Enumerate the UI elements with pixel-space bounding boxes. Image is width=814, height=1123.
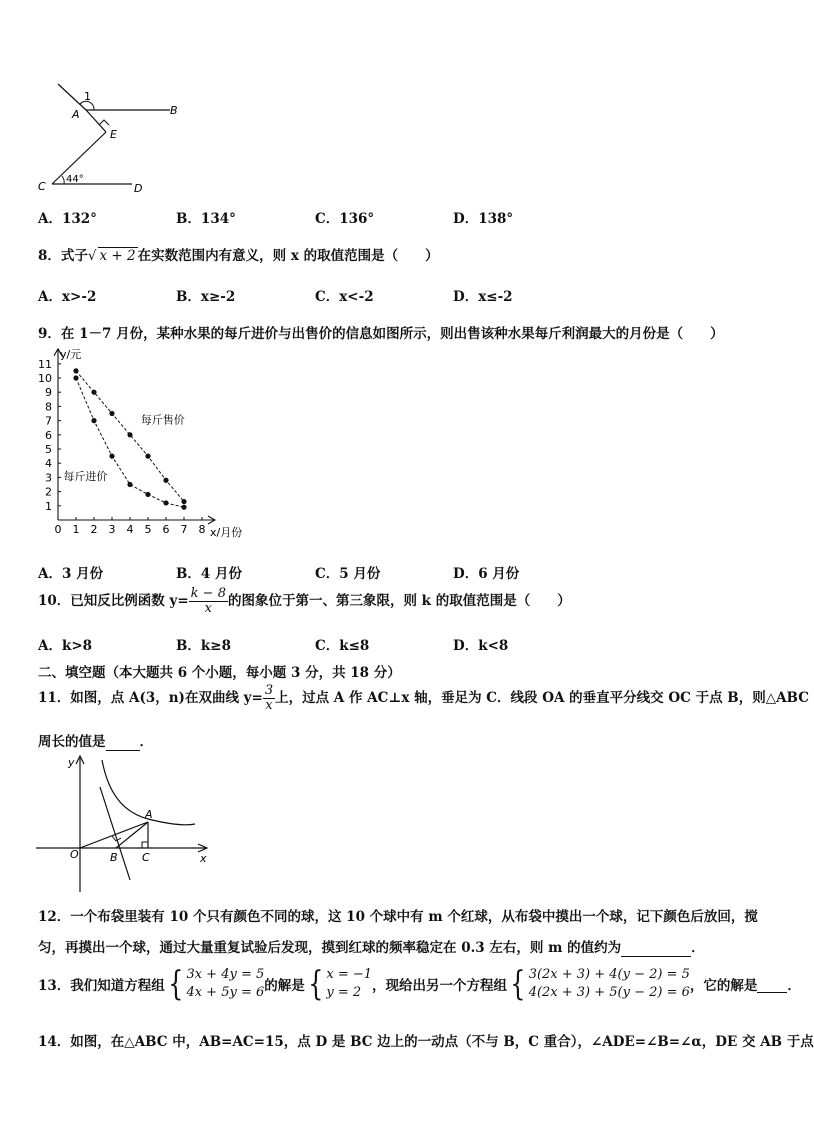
data-point xyxy=(127,432,132,437)
y-tick-label: 2 xyxy=(45,485,52,499)
data-point xyxy=(145,454,150,459)
q7-option-d[interactable]: D．138° xyxy=(453,211,514,227)
data-point xyxy=(127,482,132,487)
label-A: A xyxy=(145,808,153,821)
q11-answer-blank[interactable] xyxy=(106,734,140,751)
y-tick-label: 3 xyxy=(45,471,52,485)
x-tick-label: 1 xyxy=(72,523,80,536)
label-C: C xyxy=(38,180,46,193)
y-axis-label: y/元 xyxy=(60,347,82,361)
q10-option-d[interactable]: D．k<8 xyxy=(453,638,509,654)
label-B: B xyxy=(170,104,178,117)
q14-stem: 14．如图，在△ABC 中，AB=AC=15，点 D 是 BC 边上的一动点（不与 B，C 重合），∠ADE=∠B=∠α，DE 交 AB 于点 xyxy=(38,1034,814,1050)
x-tick-label: 4 xyxy=(126,523,134,536)
price-chart xyxy=(30,348,250,553)
x-tick-label: 2 xyxy=(90,523,98,536)
x-tick-label: 7 xyxy=(180,523,188,536)
q10-stem: 10．已知反比例函数 y= $\frac{k - 8}{x}$ 的图象位于第一、第三象限，则 k 的取值范围是（ ） xyxy=(38,586,571,616)
y-tick-label: 4 xyxy=(45,457,52,471)
label-x: x xyxy=(200,852,207,865)
q8-radicand: x + 2 xyxy=(99,248,136,264)
q12-line2: 匀，再摸出一个球，通过大量重复试验后发现，摸到红球的频率稳定在 0.3 左右，则 m 的值约为 ． xyxy=(38,940,705,956)
series-label-2: 每斤进价 xyxy=(63,470,108,484)
y-tick-label: 11 xyxy=(38,357,52,371)
data-point xyxy=(109,454,114,459)
q13-system-2: 3(2x + 3) + 4(y − 2) = 5 4(2x + 3) + 5(y − 2) = 6 xyxy=(528,967,690,1000)
q7-option-b[interactable]: B．134° xyxy=(176,211,236,227)
q8-option-b[interactable]: B．x≥-2 xyxy=(176,289,236,305)
data-point xyxy=(181,499,186,504)
x-tick-label: 6 xyxy=(162,523,170,536)
section-heading: 二、填空题（本大题共 6 个小题，每小题 3 分，共 18 分） xyxy=(38,665,401,681)
q10-option-c[interactable]: C．k≤8 xyxy=(315,638,370,654)
q10-option-a[interactable]: A．k>8 xyxy=(38,638,93,654)
q10-option-b[interactable]: B．k≥8 xyxy=(176,638,231,654)
q13-stem: 13．我们知道方程组{ 3x + 4y = 5 4x + 5y = 6 的解是{ x = −1 y = 2 ，现给出另一个方程组{ 3(2x + 3) + 4(y − 2) = 5 4(2x + 3) + 5(y − 2) = 6 ，它的解是 ． xyxy=(38,964,801,1004)
y-tick-label: 10 xyxy=(38,372,52,385)
hyperbola-figure xyxy=(30,752,220,894)
y-tick-label: 8 xyxy=(45,400,52,414)
q9-option-d[interactable]: D．6 月份 xyxy=(453,566,520,582)
q8-option-c[interactable]: C．x<-2 xyxy=(315,289,374,305)
q13-answer-blank[interactable] xyxy=(757,976,787,993)
q9-option-a[interactable]: A．3 月份 xyxy=(38,566,104,582)
label-E: E xyxy=(110,128,117,141)
series-label-1: 每斤售价 xyxy=(140,413,185,427)
data-point xyxy=(145,492,150,497)
q8-option-a[interactable]: A．x>-2 xyxy=(38,289,97,305)
q9-stem: 9．在 1－7 月份，某种水果的每斤进价与出售价的信息如图所示，则出售该种水果每斤利润最大的月份是（ ） xyxy=(38,326,724,342)
x-axis-label: x/月份 xyxy=(210,526,243,539)
angle-figure xyxy=(30,80,200,200)
y-tick-label: 1 xyxy=(45,499,52,513)
x-tick-label: 8 xyxy=(198,523,206,536)
data-point xyxy=(73,368,78,373)
q7-option-a[interactable]: A．132° xyxy=(38,211,97,227)
q11-stem: 11．如图，点 A(3，n)在双曲线 y= $\frac{3}{x}$ 上，过点 A 作 AC⊥x 轴，垂足为 C．线段 OA 的垂直平分线交 OC 于点 B，则△ABC xyxy=(38,683,809,713)
label-angle: 44° xyxy=(66,174,84,185)
data-point xyxy=(181,505,186,510)
y-tick-label: 6 xyxy=(45,428,52,442)
label-y: y xyxy=(68,756,75,769)
data-point xyxy=(91,418,96,423)
q9-option-b[interactable]: B．4 月份 xyxy=(176,566,243,582)
q7-option-c[interactable]: C．136° xyxy=(315,211,375,227)
data-point xyxy=(91,390,96,395)
q9-option-c[interactable]: C．5 月份 xyxy=(315,566,381,582)
q10-fraction: $\frac{k - 8}{x}$ xyxy=(190,586,226,616)
q11-line2: 周长的值是 ． xyxy=(38,734,153,750)
q13-system-1: 3x + 4y = 5 4x + 5y = 6 xyxy=(186,967,265,1000)
label-C: C xyxy=(142,851,150,864)
label-A: A xyxy=(72,108,80,121)
label-O: O xyxy=(70,848,79,861)
x-tick-label: 0 xyxy=(54,523,62,536)
x-tick-label: 3 xyxy=(108,523,116,536)
label-B: B xyxy=(110,851,118,864)
data-point xyxy=(163,500,168,505)
q8-stem: 8．式子√ x + 2 在实数范围内有意义，则 x 的取值范围是（ ） xyxy=(38,248,439,264)
label-1: 1 xyxy=(84,90,91,103)
q12-answer-blank[interactable] xyxy=(621,940,691,957)
label-D: D xyxy=(134,182,143,195)
x-tick-label: 5 xyxy=(144,523,152,536)
y-tick-label: 7 xyxy=(45,414,52,428)
y-tick-label: 5 xyxy=(45,443,52,456)
series-line-2 xyxy=(76,378,184,507)
data-point xyxy=(109,411,114,416)
data-point xyxy=(163,478,168,483)
y-tick-label: 9 xyxy=(45,386,52,400)
data-point xyxy=(73,375,78,380)
q13-solution: x = −1 y = 2 xyxy=(326,967,373,1000)
q11-fraction: $\frac{3}{x}$ xyxy=(264,683,274,713)
q12-line1: 12．一个布袋里装有 10 个只有颜色不同的球，这 10 个球中有 m 个红球，从布袋中摸出一个球，记下颜色后放回，搅 xyxy=(38,909,758,925)
q8-option-d[interactable]: D．x≤-2 xyxy=(453,289,513,305)
